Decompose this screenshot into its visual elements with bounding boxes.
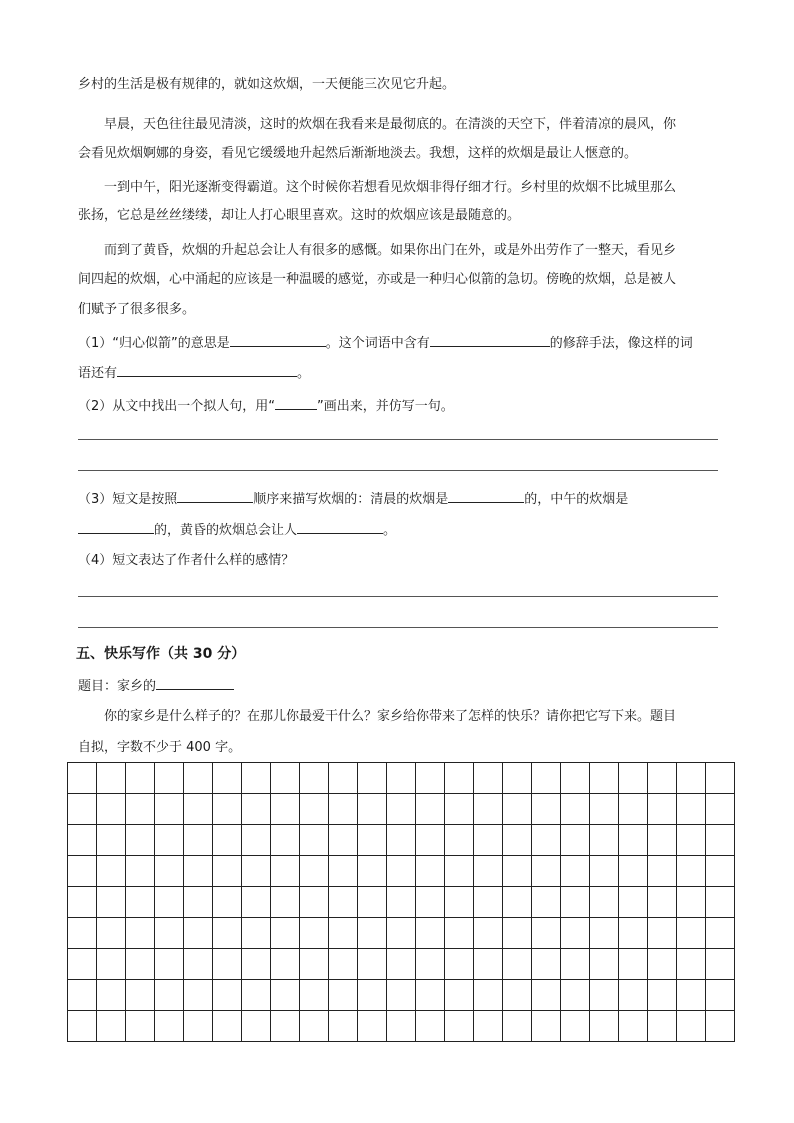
- grid-cell[interactable]: [213, 856, 242, 887]
- grid-cell[interactable]: [387, 763, 416, 794]
- grid-cell[interactable]: [126, 825, 155, 856]
- grid-cell[interactable]: [213, 1011, 242, 1042]
- grid-cell[interactable]: [329, 1011, 358, 1042]
- grid-cell[interactable]: [416, 918, 445, 949]
- answer-line-q4-1[interactable]: [78, 596, 718, 597]
- grid-cell[interactable]: [445, 949, 474, 980]
- question-3-text-d: 的，黄昏的炊烟总会让人: [154, 523, 298, 538]
- grid-cell[interactable]: [300, 918, 329, 949]
- grid-cell[interactable]: [590, 856, 619, 887]
- question-1-text-d: 语还有: [78, 366, 118, 381]
- grid-cell[interactable]: [503, 980, 532, 1011]
- grid-cell[interactable]: [68, 856, 97, 887]
- grid-cell[interactable]: [532, 856, 561, 887]
- grid-row: [68, 949, 735, 980]
- grid-cell[interactable]: [706, 763, 735, 794]
- grid-cell[interactable]: [416, 856, 445, 887]
- grid-cell[interactable]: [561, 794, 590, 825]
- grid-cell[interactable]: [677, 856, 706, 887]
- grid-cell[interactable]: [126, 794, 155, 825]
- grid-cell[interactable]: [677, 794, 706, 825]
- grid-cell[interactable]: [68, 1011, 97, 1042]
- grid-cell[interactable]: [706, 794, 735, 825]
- grid-cell[interactable]: [474, 856, 503, 887]
- grid-cell[interactable]: [213, 794, 242, 825]
- grid-cell[interactable]: [387, 825, 416, 856]
- question-1-text-b: 。这个词语中含有: [325, 336, 430, 351]
- grid-cell[interactable]: [532, 918, 561, 949]
- grid-cell[interactable]: [184, 1011, 213, 1042]
- grid-cell[interactable]: [619, 825, 648, 856]
- grid-cell[interactable]: [97, 825, 126, 856]
- grid-cell[interactable]: [329, 887, 358, 918]
- passage-paragraph-3-line-3: 们赋予了很多很多。: [78, 302, 196, 317]
- grid-cell[interactable]: [300, 1011, 329, 1042]
- grid-cell[interactable]: [532, 763, 561, 794]
- grid-cell[interactable]: [155, 763, 184, 794]
- grid-cell[interactable]: [619, 918, 648, 949]
- grid-cell[interactable]: [677, 949, 706, 980]
- composition-grid[interactable]: [67, 762, 735, 1042]
- underline-mark-sample: [275, 397, 317, 410]
- answer-blank-q3-dusk[interactable]: [297, 521, 383, 534]
- writing-topic: [78, 677, 234, 695]
- grid-cell[interactable]: [329, 949, 358, 980]
- answer-blank-q3-morning[interactable]: [448, 490, 524, 503]
- grid-cell[interactable]: [706, 949, 735, 980]
- grid-cell[interactable]: [706, 1011, 735, 1042]
- grid-cell[interactable]: [242, 918, 271, 949]
- grid-cell[interactable]: [184, 856, 213, 887]
- grid-cell[interactable]: [445, 887, 474, 918]
- grid-cell[interactable]: [358, 918, 387, 949]
- grid-cell[interactable]: [532, 794, 561, 825]
- grid-cell[interactable]: [358, 887, 387, 918]
- grid-cell[interactable]: [184, 918, 213, 949]
- grid-cell[interactable]: [561, 1011, 590, 1042]
- grid-cell[interactable]: [97, 887, 126, 918]
- grid-cell[interactable]: [358, 794, 387, 825]
- passage-paragraph-0: 乡村的生活是极有规律的，就如这炊烟，一天便能三次见它升起。: [78, 77, 456, 92]
- grid-cell[interactable]: [648, 980, 677, 1011]
- grid-cell[interactable]: [648, 856, 677, 887]
- grid-cell[interactable]: [300, 980, 329, 1011]
- grid-cell[interactable]: [619, 980, 648, 1011]
- question-3-text-b: 顺序来描写炊烟的：清晨的炊烟是: [253, 492, 449, 507]
- grid-cell[interactable]: [561, 980, 590, 1011]
- grid-cell[interactable]: [271, 918, 300, 949]
- passage-paragraph-2-line-2: 张扬，它总是丝丝缕缕，却让人打心眼里喜欢。这时的炊烟应该是最随意的。: [78, 208, 521, 223]
- passage-paragraph-1-line-2: 会看见炊烟婀娜的身姿，看见它缓缓地升起然后渐渐地淡去。我想，这样的炊烟是最让人惬意的。: [78, 146, 638, 161]
- grid-cell[interactable]: [387, 794, 416, 825]
- grid-cell[interactable]: [619, 1011, 648, 1042]
- grid-cell[interactable]: [329, 825, 358, 856]
- grid-cell[interactable]: [271, 856, 300, 887]
- grid-cell[interactable]: [590, 1011, 619, 1042]
- grid-cell[interactable]: [474, 1011, 503, 1042]
- grid-row: [68, 794, 735, 825]
- grid-cell[interactable]: [706, 825, 735, 856]
- grid-cell[interactable]: [677, 887, 706, 918]
- grid-cell[interactable]: [677, 980, 706, 1011]
- grid-cell[interactable]: [126, 980, 155, 1011]
- grid-cell[interactable]: [213, 887, 242, 918]
- grid-cell[interactable]: [387, 918, 416, 949]
- grid-cell[interactable]: [68, 887, 97, 918]
- grid-cell[interactable]: [677, 918, 706, 949]
- question-3-text-e: 。: [383, 523, 397, 538]
- grid-cell[interactable]: [387, 856, 416, 887]
- grid-cell[interactable]: [387, 949, 416, 980]
- grid-cell[interactable]: [97, 794, 126, 825]
- grid-cell[interactable]: [271, 825, 300, 856]
- question-2-line: [78, 397, 454, 415]
- grid-cell[interactable]: [271, 1011, 300, 1042]
- question-4-text: （4）短文表达了作者什么样的感情？: [78, 553, 295, 568]
- grid-cell[interactable]: [677, 763, 706, 794]
- grid-cell[interactable]: [155, 825, 184, 856]
- grid-cell[interactable]: [387, 887, 416, 918]
- writing-prompt-line-2: 自拟，字数不少于 400 字。: [78, 740, 242, 755]
- grid-cell[interactable]: [416, 825, 445, 856]
- grid-cell[interactable]: [300, 794, 329, 825]
- grid-cell[interactable]: [97, 856, 126, 887]
- grid-cell[interactable]: [532, 1011, 561, 1042]
- grid-cell[interactable]: [619, 794, 648, 825]
- grid-cell[interactable]: [590, 794, 619, 825]
- question-1-text-a: （1）“归心似箭”的意思是: [78, 336, 230, 351]
- grid-cell[interactable]: [532, 980, 561, 1011]
- grid-cell[interactable]: [271, 763, 300, 794]
- grid-cell[interactable]: [184, 825, 213, 856]
- grid-cell[interactable]: [155, 949, 184, 980]
- grid-cell[interactable]: [329, 856, 358, 887]
- grid-cell[interactable]: [242, 856, 271, 887]
- grid-cell[interactable]: [648, 887, 677, 918]
- grid-cell[interactable]: [590, 918, 619, 949]
- grid-cell[interactable]: [184, 949, 213, 980]
- grid-cell[interactable]: [503, 825, 532, 856]
- grid-cell[interactable]: [561, 918, 590, 949]
- grid-cell[interactable]: [242, 794, 271, 825]
- writing-topic-label: 题目：家乡的: [78, 679, 157, 694]
- grid-cell[interactable]: [445, 1011, 474, 1042]
- grid-cell[interactable]: [68, 794, 97, 825]
- grid-cell[interactable]: [242, 949, 271, 980]
- grid-cell[interactable]: [503, 763, 532, 794]
- grid-row: [68, 887, 735, 918]
- grid-cell[interactable]: [474, 918, 503, 949]
- grid-cell[interactable]: [68, 949, 97, 980]
- answer-blank-q1-meaning[interactable]: [230, 334, 326, 347]
- question-3-text-a: （3）短文是按照: [78, 492, 178, 507]
- grid-cell[interactable]: [474, 794, 503, 825]
- grid-cell[interactable]: [445, 918, 474, 949]
- grid-cell[interactable]: [706, 856, 735, 887]
- grid-cell[interactable]: [445, 825, 474, 856]
- grid-cell[interactable]: [329, 794, 358, 825]
- grid-cell[interactable]: [590, 825, 619, 856]
- writing-prompt-line-1: 你的家乡是什么样子的？在那儿你最爱干什么？家乡给你带来了怎样的快乐？请你把它写下来。题目: [104, 709, 677, 724]
- grid-cell[interactable]: [416, 887, 445, 918]
- grid-cell[interactable]: [561, 763, 590, 794]
- grid-cell[interactable]: [300, 825, 329, 856]
- question-1-line-1: [78, 334, 693, 352]
- grid-cell[interactable]: [416, 794, 445, 825]
- grid-cell[interactable]: [619, 887, 648, 918]
- grid-cell[interactable]: [126, 887, 155, 918]
- grid-cell[interactable]: [184, 794, 213, 825]
- grid-cell[interactable]: [271, 887, 300, 918]
- grid-cell[interactable]: [677, 825, 706, 856]
- grid-row: [68, 918, 735, 949]
- question-2-text-a: （2）从文中找出一个拟人句，用“: [78, 399, 276, 414]
- grid-cell[interactable]: [271, 794, 300, 825]
- grid-cell[interactable]: [242, 887, 271, 918]
- grid-cell[interactable]: [271, 949, 300, 980]
- answer-line-q4-2[interactable]: [78, 627, 718, 628]
- grid-cell[interactable]: [97, 918, 126, 949]
- grid-cell[interactable]: [300, 887, 329, 918]
- grid-cell[interactable]: [242, 825, 271, 856]
- grid-cell[interactable]: [358, 763, 387, 794]
- grid-cell[interactable]: [648, 918, 677, 949]
- grid-cell[interactable]: [68, 825, 97, 856]
- grid-cell[interactable]: [532, 887, 561, 918]
- grid-cell[interactable]: [416, 949, 445, 980]
- grid-cell[interactable]: [97, 1011, 126, 1042]
- grid-cell[interactable]: [561, 949, 590, 980]
- grid-cell[interactable]: [648, 763, 677, 794]
- grid-row: [68, 763, 735, 794]
- passage-paragraph-2-line-1: 一到中午，阳光逐渐变得霸道。这个时候你若想看见炊烟非得仔细才行。乡村里的炊烟不比城里那么: [104, 180, 677, 195]
- grid-cell[interactable]: [416, 763, 445, 794]
- grid-cell[interactable]: [155, 918, 184, 949]
- grid-cell[interactable]: [445, 794, 474, 825]
- grid-cell[interactable]: [474, 949, 503, 980]
- grid-cell[interactable]: [155, 980, 184, 1011]
- grid-cell[interactable]: [155, 856, 184, 887]
- grid-cell[interactable]: [242, 980, 271, 1011]
- grid-cell[interactable]: [503, 918, 532, 949]
- question-2-text-b: ”画出来，并仿写一句。: [317, 399, 454, 414]
- grid-cell[interactable]: [648, 825, 677, 856]
- grid-cell[interactable]: [590, 949, 619, 980]
- grid-cell[interactable]: [213, 980, 242, 1011]
- answer-line-q2-1[interactable]: [78, 439, 718, 440]
- answer-blank-title[interactable]: [156, 677, 234, 690]
- passage-paragraph-1-line-1: 早晨，天色往往最见清淡，这时的炊烟在我看来是最彻底的。在清淡的天空下，伴着清凉的晨风，你: [104, 117, 677, 132]
- grid-row: [68, 825, 735, 856]
- grid-cell[interactable]: [126, 763, 155, 794]
- grid-row: [68, 980, 735, 1011]
- grid-cell[interactable]: [416, 980, 445, 1011]
- grid-cell[interactable]: [706, 887, 735, 918]
- grid-cell[interactable]: [590, 980, 619, 1011]
- grid-cell[interactable]: [68, 763, 97, 794]
- grid-cell[interactable]: [358, 980, 387, 1011]
- grid-cell[interactable]: [706, 980, 735, 1011]
- grid-cell[interactable]: [358, 825, 387, 856]
- grid-cell[interactable]: [242, 763, 271, 794]
- question-1-text-e: 。: [297, 366, 311, 381]
- grid-cell[interactable]: [213, 763, 242, 794]
- passage-paragraph-3-line-1: 而到了黄昏，炊烟的升起总会让人有很多的感慨。如果你出门在外，或是外出劳作了一整天，看见乡: [104, 243, 677, 258]
- answer-blank-q1-examples[interactable]: [117, 364, 297, 377]
- grid-cell[interactable]: [184, 763, 213, 794]
- grid-cell[interactable]: [213, 949, 242, 980]
- grid-cell[interactable]: [445, 763, 474, 794]
- grid-cell[interactable]: [648, 949, 677, 980]
- answer-line-q2-2[interactable]: [78, 470, 718, 471]
- answer-blank-q3-noon[interactable]: [78, 521, 154, 534]
- grid-cell[interactable]: [155, 1011, 184, 1042]
- grid-cell[interactable]: [329, 918, 358, 949]
- question-3-text-c: 的，中午的炊烟是: [524, 492, 629, 507]
- grid-cell[interactable]: [329, 763, 358, 794]
- passage-paragraph-3-line-2: 间四起的炊烟，心中涌起的应该是一种温暖的感觉，亦或是一种归心似箭的急切。傍晚的炊烟，总是被人: [78, 272, 677, 287]
- grid-cell[interactable]: [474, 825, 503, 856]
- grid-cell[interactable]: [329, 980, 358, 1011]
- grid-cell[interactable]: [271, 980, 300, 1011]
- grid-cell[interactable]: [155, 887, 184, 918]
- grid-cell[interactable]: [126, 856, 155, 887]
- grid-cell[interactable]: [706, 918, 735, 949]
- grid-cell[interactable]: [532, 949, 561, 980]
- grid-cell[interactable]: [561, 825, 590, 856]
- grid-cell[interactable]: [126, 918, 155, 949]
- grid-cell[interactable]: [300, 949, 329, 980]
- grid-cell[interactable]: [648, 1011, 677, 1042]
- grid-cell[interactable]: [474, 887, 503, 918]
- grid-cell[interactable]: [503, 887, 532, 918]
- answer-blank-q1-rhetoric[interactable]: [430, 334, 550, 347]
- grid-row: [68, 1011, 735, 1042]
- grid-cell[interactable]: [474, 763, 503, 794]
- grid-cell[interactable]: [184, 980, 213, 1011]
- grid-cell[interactable]: [184, 887, 213, 918]
- grid-cell[interactable]: [648, 794, 677, 825]
- grid-cell[interactable]: [68, 980, 97, 1011]
- grid-cell[interactable]: [445, 980, 474, 1011]
- grid-cell[interactable]: [619, 856, 648, 887]
- grid-cell[interactable]: [97, 763, 126, 794]
- grid-cell[interactable]: [126, 1011, 155, 1042]
- grid-cell[interactable]: [503, 856, 532, 887]
- grid-row: [68, 856, 735, 887]
- question-1-line-2: [78, 364, 310, 382]
- question-1-text-c: 的修辞手法，像这样的词: [549, 336, 693, 351]
- grid-cell[interactable]: [590, 763, 619, 794]
- grid-cell[interactable]: [590, 887, 619, 918]
- grid-cell[interactable]: [503, 794, 532, 825]
- grid-cell[interactable]: [358, 949, 387, 980]
- grid-cell[interactable]: [416, 1011, 445, 1042]
- grid-cell[interactable]: [213, 918, 242, 949]
- grid-cell[interactable]: [242, 1011, 271, 1042]
- grid-cell[interactable]: [503, 1011, 532, 1042]
- grid-cell[interactable]: [358, 1011, 387, 1042]
- grid-cell[interactable]: [503, 949, 532, 980]
- grid-cell[interactable]: [97, 949, 126, 980]
- grid-cell[interactable]: [387, 1011, 416, 1042]
- question-3-line-2: [78, 521, 396, 539]
- grid-cell[interactable]: [68, 918, 97, 949]
- question-3-line-1: [78, 490, 628, 508]
- grid-cell[interactable]: [97, 980, 126, 1011]
- grid-cell[interactable]: [213, 825, 242, 856]
- grid-cell[interactable]: [445, 856, 474, 887]
- grid-cell[interactable]: [619, 763, 648, 794]
- section-heading-writing: 五、快乐写作（共 30 分）: [76, 646, 246, 662]
- grid-cell[interactable]: [619, 949, 648, 980]
- grid-cell[interactable]: [561, 887, 590, 918]
- grid-cell[interactable]: [561, 856, 590, 887]
- grid-cell[interactable]: [677, 1011, 706, 1042]
- grid-cell[interactable]: [387, 980, 416, 1011]
- grid-cell[interactable]: [300, 763, 329, 794]
- grid-cell[interactable]: [155, 794, 184, 825]
- answer-blank-q3-order[interactable]: [177, 490, 253, 503]
- grid-cell[interactable]: [300, 856, 329, 887]
- grid-cell[interactable]: [126, 949, 155, 980]
- grid-cell[interactable]: [358, 856, 387, 887]
- grid-cell[interactable]: [474, 980, 503, 1011]
- grid-cell[interactable]: [532, 825, 561, 856]
